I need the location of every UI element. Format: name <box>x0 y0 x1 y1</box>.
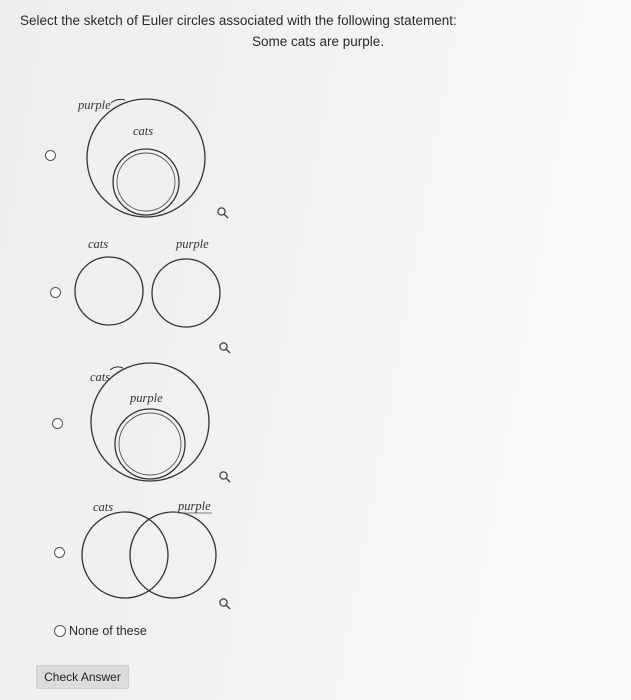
option-1-inner-circle <box>113 149 179 215</box>
option-3-radio[interactable] <box>52 418 63 429</box>
none-of-these-radio[interactable] <box>54 625 66 637</box>
question-prompt: Select the sketch of Euler circles associated with the following statement: <box>20 13 457 28</box>
none-of-these-option[interactable] <box>54 624 147 638</box>
option-4-radio[interactable] <box>54 547 65 558</box>
option-3-label-inner: purple <box>130 391 163 405</box>
option-3-inner-circle <box>115 409 185 479</box>
option-1-outer-circle <box>87 99 205 217</box>
magnify-icon[interactable] <box>218 597 232 611</box>
option-4-label-purple: purple <box>178 499 211 513</box>
question-statement: Some cats are purple. <box>252 34 385 49</box>
option-1-radio[interactable] <box>45 150 56 161</box>
option-2-circle-purple <box>152 259 220 327</box>
none-of-these-label: None of these <box>69 624 147 638</box>
option-4-label-cats: cats <box>93 500 114 514</box>
option-2-label-cats: cats <box>88 237 109 251</box>
check-answer-button[interactable]: Check Answer <box>36 665 129 689</box>
option-1-label-inner: cats <box>133 124 154 138</box>
option-4-circle-purple <box>130 512 216 598</box>
option-2-label-purple: purple <box>176 237 209 251</box>
option-1-label-outer: purple <box>78 98 111 112</box>
option-2-radio[interactable] <box>50 287 61 298</box>
magnify-icon[interactable] <box>216 206 230 220</box>
option-3-label-outer: cats <box>90 370 111 384</box>
option-4-circle-cats <box>82 512 168 598</box>
magnify-icon[interactable] <box>218 470 232 484</box>
option-2-circle-cats <box>75 257 143 325</box>
magnify-icon[interactable] <box>218 341 232 355</box>
